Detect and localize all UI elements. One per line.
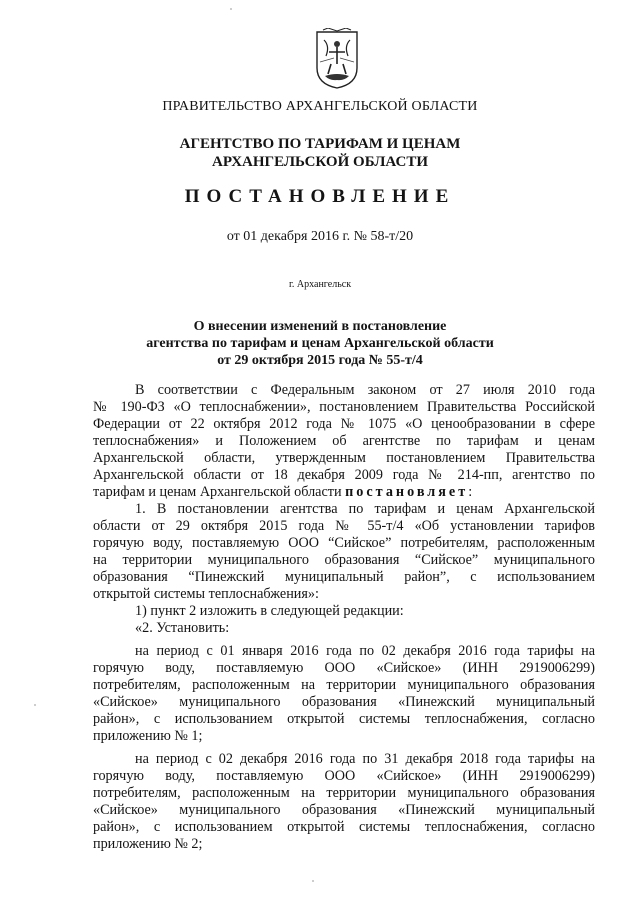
document-body <box>93 382 595 853</box>
body-line: Федерации от 22 октября 2012 года № 1075 «О ценообразовании в сфере <box>93 416 595 432</box>
body-line: на период с 02 декабря 2016 года по 31 декабря 2018 года тарифы на <box>135 751 595 767</box>
subclause-paragraph: «2. Установить: <box>135 620 230 636</box>
body-line: потребителям, расположенным на территории муниципального образования <box>93 677 595 693</box>
body-line: Архангельской области от 18 декабря 2009 года № 214-пп, агентство по <box>93 467 595 483</box>
body-line: «Сийское» муниципального образования «Пинежский муниципальный <box>93 694 595 710</box>
body-line: приложению № 1; <box>93 728 203 744</box>
subject-line: агентства по тарифам и ценам Архангельской области <box>146 336 494 351</box>
subject-line: от 29 октября 2015 года № 55-т/4 <box>217 353 423 368</box>
subject-line: О внесении изменений в постановление <box>193 319 447 334</box>
tariff-period-paragraph <box>93 643 595 745</box>
agency-name <box>0 135 640 171</box>
body-line: потребителям, расположенным на территории муниципального образования <box>93 785 595 801</box>
body-line: 1. В постановлении агентства по тарифам и ценам Архангельской <box>135 501 595 517</box>
government-name: ПРАВИТЕЛЬСТВО АРХАНГЕЛЬСКОЙ ОБЛАСТИ <box>162 99 478 114</box>
clause-paragraph <box>93 501 595 603</box>
body-line: горячую воду, поставляемую ООО “Сийское” потребителям, расположенным <box>93 535 595 551</box>
preamble-paragraph <box>93 382 595 501</box>
body-line: горячую воду, поставляемую ООО «Сийское» (ИНН 2919006299) <box>93 768 595 784</box>
body-text: : <box>468 484 473 500</box>
agency-name-line: АГЕНТСТВО ПО ТАРИФАМ И ЦЕНАМ <box>179 136 461 152</box>
body-line: В соответствии с Федеральным законом от 27 июля 2010 года <box>135 382 595 398</box>
body-line: области от 29 октября 2015 года № 55-т/4 «Об установлении тарифов <box>93 518 595 534</box>
body-line: открытой системы теплоснабжения»: <box>93 586 319 602</box>
body-text: тарифам и ценам Архангельской области <box>93 484 342 500</box>
body-line: на период с 01 января 2016 года по 02 декабря 2016 года тарифы на <box>135 643 595 659</box>
body-line: на территории муниципального образования “Сийское” муниципального <box>93 552 595 568</box>
scan-speck <box>312 880 314 882</box>
document-city: г. Архангельск <box>288 279 352 290</box>
body-line: приложению № 2; <box>93 836 203 852</box>
body-line: район», с использованием открытой системы теплоснабжения, согласно <box>93 819 595 835</box>
tariff-period-paragraph <box>93 751 595 853</box>
body-line: район», с использованием открытой системы теплоснабжения, согласно <box>93 711 595 727</box>
body-line: горячую воду, поставляемую ООО «Сийское» (ИНН 2919006299) <box>93 660 595 676</box>
body-line: теплоснабжения» и Положением об агентстве по тарифам и ценам <box>93 433 595 449</box>
document-type-title: ПОСТАНОВЛЕНИЕ <box>184 186 456 207</box>
body-line: «Сийское» муниципального образования «Пинежский муниципальный <box>93 802 595 818</box>
decree-keyword: постановляет <box>345 484 469 500</box>
body-line: № 190-ФЗ «О теплоснабжении», постановлением Правительства Российской <box>93 399 595 415</box>
coat-of-arms-emblem <box>314 28 360 90</box>
body-line: Архангельской области, утвержденным постановлением Правительства <box>93 450 595 466</box>
body-line: образования “Пинежский муниципальный район”, с использованием <box>93 569 595 585</box>
document-date-number: от 01 декабря 2016 г. № 58-т/20 <box>226 229 414 244</box>
agency-name-line: АРХАНГЕЛЬСКОЙ ОБЛАСТИ <box>212 154 428 170</box>
subclause-paragraph: 1) пункт 2 изложить в следующей редакции: <box>135 603 404 619</box>
document-subject <box>0 318 640 369</box>
scan-speck <box>230 8 232 10</box>
scan-speck <box>34 704 36 706</box>
body-line-final <box>93 484 595 501</box>
